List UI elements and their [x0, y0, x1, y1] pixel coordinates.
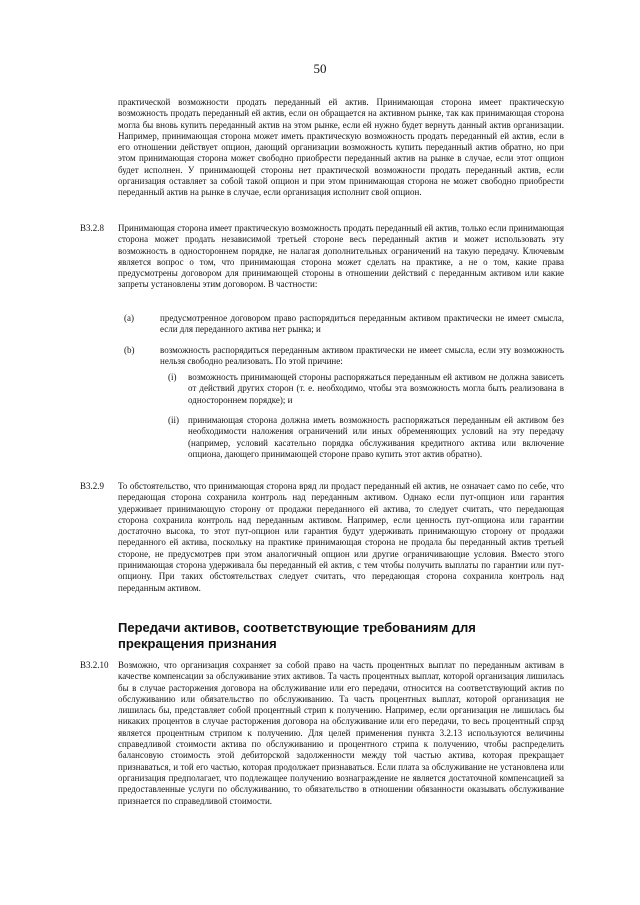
item-a-label: (a)	[124, 313, 134, 323]
paragraph-b328-text: Принимающая сторона имеет практическую возможность продать переданный ей актив, только если принимающая сторона может продать независимой третьей стороне весь переданный актив и может использовать эту возможность в одностороннем порядке, не налагая дополнительных ограничений на такую передачу. Ключевым является вопрос о том, что принимающая сторона может сделать на практике, а не о том, какие права предусмотрены договором для принимающей стороны в отношении действий с переданным активом или какие запреты установлены этим договором. В частности:	[118, 223, 564, 290]
intro-paragraph: практической возможности продать переданный ей актив. Принимающая сторона имеет практическую возможность продать переданный ей актив, если он обращается на активном рынке, так как принимающая сторона могла бы вновь купить переданный актив на этом рынке, если ей нужно будет вернуть данный актив организации. Например, принимающая сторона может иметь практическую возможность продать переданный ей актив, если в его отношении действует опцион, дающий организации возможность купить переданный актив обратно, но при этом принимающая сторона может свободно приобрести переданный актив на рынке в случае, если этот опцион будет исполнен. У принимающей стороны нет практической возможности продать переданный актив, если организация оставляет за собой такой опцион и при этом принимающая сторона не может свободно приобрести переданный актив на рынке в случае, если организация исполнит свой опцион.	[118, 97, 564, 198]
item-b-label: (b)	[124, 345, 135, 355]
paragraph-number-b3210: B3.2.10	[80, 660, 109, 670]
subitem-ii-label: (ii)	[168, 415, 179, 425]
item-b-text: возможность распорядиться переданным активом практически не имеет смысла, если эту возможность нельзя свободно реализовать. По этой причине:	[160, 345, 564, 367]
paragraph-number-b328: B3.2.8	[80, 223, 105, 233]
paragraph-number-b329: B3.2.9	[80, 481, 105, 491]
subitem-ii-text: принимающая сторона должна иметь возможность распоряжаться переданным ей активом без необходимости наложения ограничений или иных обременяющих условий на эту передачу (например, условий касательно порядка обслуживания кредитного актива или включение опциона, дающего принимающей стороне право купить этот актив обратно).	[188, 415, 564, 459]
page-number: 50	[313, 61, 327, 76]
paragraph-b3210-text: Возможно, что организация сохраняет за собой право на часть процентных выплат по переданным активам в качестве компенсации за обслуживание этих активов. Та часть процентных выплат, которой организация лишилась бы в случае расторжения договора на обслуживание или его передачи, относится на соответствующий актив по обслуживанию или обязательство по обслуживанию. Та часть процентных выплат, которой организация не лишилась бы, представляет собой процентный стрип к получению. Например, если организация не лишилась бы никаких процентов в случае расторжения договора на обслуживание или его передачи, то весь процентный спрэд является процентным стрипом к получению. Для целей применения пункта 3.2.13 используются величины справедливой стоимости актива по обслуживанию и процентного стрипа к получению, чтобы распределить балансовую стоимость этой дебиторской задолженности между той частью актива, которая прекращает признаваться, и той его частью, которая продолжает признаваться. Если плата за обслуживание не установлена или организация предполагает, что подлежащее получению вознаграждение не является достаточной компенсацией за предоставленные услуги по обслуживанию, то обязательство в отношении обязанности оказывать обслуживание признается по справедливой стоимости.	[118, 660, 564, 806]
paragraph-b329-text: То обстоятельство, что принимающая сторона вряд ли продаст переданный ей актив, не означает само по себе, что передающая сторона сохранила контроль над переданным активом. Однако если пут-опцион или гарантия удерживает принимающую сторону от продажи переданного ей актива, то следует считать, что передающая сторона сохранила контроль над переданным активом. Например, если ценность пут-опциона или гарантии достаточно высока, то этот пут-опцион или гарантия будут удерживать принимающую сторону от продажи переданного ей актива, поскольку на практике принимающая сторона не продала бы переданный актив третьей стороне, не предусмотрев при этом аналогичный опцион или другие ограничивающие условия. Вместо этого принимающая сторона удерживала бы переданный ей актив, с тем чтобы получить выплаты по гарантии или пут-опциону. При таких обстоятельствах следует считать, что передающая сторона сохранила контроль над переданным активом.	[118, 481, 564, 593]
subitem-i-label: (i)	[168, 372, 177, 382]
item-a-text: предусмотренное договором право распорядиться переданным активом практически не имеет смысла, если для переданного актива нет рынка; и	[160, 313, 564, 335]
section-heading: Передачи активов, соответствующие требованиям для прекращения признания	[118, 620, 476, 651]
subitem-i-text: возможность принимающей стороны распоряжаться переданным ей активом не должна зависеть от действий других сторон (т. е. необходимо, чтобы эта возможность могла быть реализована в одностороннем порядке); и	[188, 372, 564, 405]
